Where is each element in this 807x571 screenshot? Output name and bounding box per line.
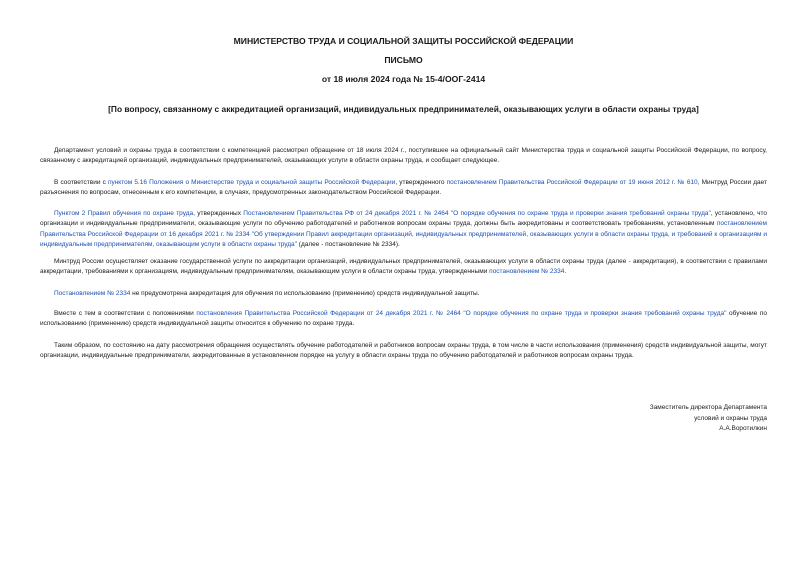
link-decree-2464-provisions[interactable]: постановления Правительства Российской Федерации от 24 декабря 2021 г. № 2464 "О порядке обучения по охране труда и проверки знания требований охраны труда" (196, 310, 727, 317)
ministry-title: МИНИСТЕРСТВО ТРУДА И СОЦИАЛЬНОЙ ЗАЩИТЫ РОССИЙСКОЙ ФЕДЕРАЦИИ (233, 36, 574, 46)
link-decree-2334-short[interactable]: постановлением № 2334 (489, 268, 565, 276)
paragraph-1-text: Департамент условий и охраны труда в соответствии с компетенцией рассмотрел обращение от 18 июля 2024 г., поступившее на официальный сайт Министерства труда и социальной защиты Российской Федерации, по вопросу, связанному с аккредитацией организаций, индивидуальных предпринимателей, оказывающих услуги в области охраны труда, и сообщает следующее. (40, 147, 767, 165)
paragraph-6-text-2: обучение по использованию (применению) средств индивидуальной защиты относится к обучению по охране труда. (40, 310, 767, 328)
document-type: ПИСЬМО (384, 55, 423, 65)
paragraph-2 (40, 178, 767, 199)
paragraph-4 (40, 257, 767, 278)
signature-department: условий и охраны труда (694, 414, 767, 422)
paragraph-3-text-1: , утвержденных (193, 210, 244, 217)
document-date-number: от 18 июля 2024 года № 15-4/ООГ-2414 (321, 74, 486, 84)
paragraph-6 (40, 309, 767, 330)
signature-position: Заместитель директора Департамента (649, 404, 767, 411)
paragraph-5 (40, 289, 767, 299)
paragraph-1 (40, 146, 767, 167)
link-decree-2334-capital[interactable]: Постановлением № 2334 (54, 290, 131, 297)
paragraph-7 (40, 341, 767, 362)
link-government-decree-610[interactable]: постановлением Правительства Российской Федерации от 19 июня 2012 г. № 610 (446, 179, 698, 186)
paragraph-4-text-1: Минтруд России осуществляет оказание государственной услуги по аккредитации организаций, индивидуальных предпринимателей, оказывающих услуги в области охраны труда (далее - аккредитация), в соответствии с правилами аккредитации, требованиями к организациям, индивидуальным предпринимателям, оказывающим услуги в области охраны труда, утвержденными (40, 258, 767, 276)
paragraph-2-text-1: В соответствии с (54, 179, 108, 186)
paragraph-7-text: Таким образом, по состоянию на дату рассмотрения обращения осуществлять обучение работодателей и работников вопросам охраны труда, в том числе в части использования (применения) средств индивидуальной защиты, могут организации, индивидуальные предприниматели, аккредитованные в установленном порядке на услугу в области охраны труда по обучению работодателей и работников вопросам охраны труда. (40, 342, 767, 360)
paragraph-3 (40, 209, 767, 251)
paragraph-2-text-2: , утвержденного (395, 179, 447, 186)
paragraph-6-text-1: Вместе с тем в соответствии с положениями (54, 310, 197, 317)
paragraph-2-text-3: , Минтруд России дает разъяснения по вопросам, отнесенным к его компетенции, в случаях, предусмотренных законодательством Российской Федерации. (40, 179, 768, 197)
link-ministry-regulation[interactable]: пунктом 5.16 Положения о Министерстве труда и социальной защиты Российской Федерации (107, 179, 396, 186)
paragraph-4-text-2: . (564, 268, 567, 276)
signature-name: А.А.Воротилкин (719, 425, 767, 432)
paragraph-3-text-2: , установлено, что организации и индивидуальные предприниматели, оказывающие услуги по обучению работодателей и работников вопросам охраны труда, должны быть аккредитованы и соответствовать требованиям, установленным (40, 210, 768, 228)
document-subject: [По вопросу, связанному с аккредитацией организаций, индивидуальных предпринимателей, оказывающих услуги в области охраны труда] (108, 104, 699, 114)
link-decree-2334[interactable]: постановлением Правительства Российской Федерации от 16 декабря 2021 г. № 2334 "Об утверждении Правил аккредитации организаций, индивидуальных предпринимателей, оказывающих услуги в области охраны труда, и требований к организациям и индивидуальным предпринимателям, оказывающим услуги в области охраны труда" (40, 220, 767, 249)
link-decree-2464[interactable]: Постановлением Правительства РФ от 24 декабря 2021 г. № 2464 "О порядке обучения по охране труда и проверки знания требований охраны труда" (243, 210, 711, 217)
paragraph-5-text-1: не предусмотрена аккредитация для обучения по использованию (применению) средств индивидуальной защиты. (130, 290, 480, 297)
paragraph-3-text-3: (далее - постановление № 2334). (296, 241, 400, 249)
link-training-rules-item-2[interactable]: Пунктом 2 Правил обучения по охране труда (54, 210, 194, 217)
